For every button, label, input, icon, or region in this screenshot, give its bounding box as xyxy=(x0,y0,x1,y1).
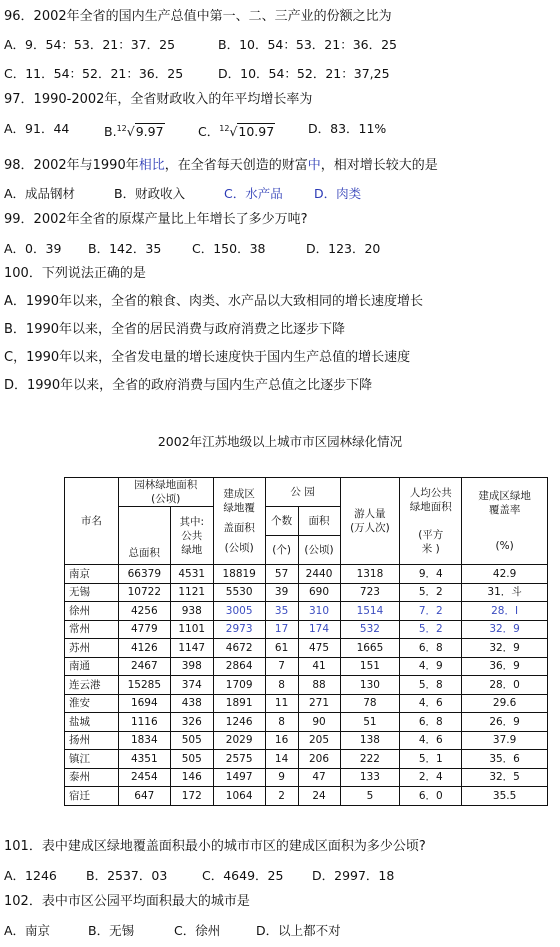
table-cell: 28．I xyxy=(462,602,548,621)
table-row xyxy=(65,639,548,658)
table-cell: 1064 xyxy=(213,787,265,806)
q96-options-row1 xyxy=(4,37,397,53)
table-cell: 138 xyxy=(340,731,400,750)
q96-option-c: C．11．54：52．21：36．25 xyxy=(4,66,184,81)
q101-option-c: C．4649．25 xyxy=(202,868,284,883)
table-cell-city: 镇江 xyxy=(65,750,119,769)
q97-option-c-radicand: 10.97 xyxy=(238,124,275,140)
table-cell: 18819 xyxy=(213,565,265,584)
header-builtup-line2: 绿地覆 xyxy=(223,502,255,514)
q97-options xyxy=(4,121,386,140)
table-row xyxy=(65,768,548,787)
table-cell: 61 xyxy=(265,639,298,658)
table-cell: 146 xyxy=(170,768,213,787)
table-cell: 2．4 xyxy=(400,768,462,787)
table-cell: 647 xyxy=(118,787,170,806)
q96-option-b: B．10．54：53．21：36．25 xyxy=(218,37,398,52)
table-cell: 1665 xyxy=(340,639,400,658)
table-row xyxy=(65,602,548,621)
q100-option-b: B．1990年以来，全省的居民消费与政府消费之比逐步下降 xyxy=(4,322,346,337)
table-cell: 938 xyxy=(170,602,213,621)
table-cell: 326 xyxy=(170,713,213,732)
table-cell: 6．8 xyxy=(400,713,462,732)
q99-option-a: A．0．39 xyxy=(4,241,62,256)
table-cell: 26．9 xyxy=(462,713,548,732)
table-cell: 5 xyxy=(340,787,400,806)
table-cell: 5530 xyxy=(213,583,265,602)
header-coverage xyxy=(462,478,548,565)
table-cell: 4126 xyxy=(118,639,170,658)
table-cell-city: 泰州 xyxy=(65,768,119,787)
table-cell: 35.5 xyxy=(462,787,548,806)
q102-text: 102．表中市区公园平均面积最大的城市是 xyxy=(4,894,250,909)
table-cell: 24 xyxy=(298,787,340,806)
table-cell: 4351 xyxy=(118,750,170,769)
table-cell: 47 xyxy=(298,768,340,787)
q98-text-part4: 中 xyxy=(307,158,321,173)
table-cell-city: 宿迁 xyxy=(65,787,119,806)
table-cell: 11 xyxy=(265,694,298,713)
table-cell: 3005 xyxy=(213,602,265,621)
table-row xyxy=(65,694,548,713)
header-percapita xyxy=(400,478,462,565)
table-cell: 6．8 xyxy=(400,639,462,658)
q101-text: 101．表中建成区绿地覆盖面积最小的城市市区的建成区面积为多少公顷? xyxy=(4,839,426,854)
table-cell: 205 xyxy=(298,731,340,750)
table-cell: 66379 xyxy=(118,565,170,584)
q98-options xyxy=(4,186,361,202)
header-public-line2: 公共 xyxy=(181,529,203,542)
table-cell-city: 南通 xyxy=(65,657,119,676)
header-visitors-line2: (万人次) xyxy=(350,522,390,534)
header-park: 公 园 xyxy=(265,478,340,507)
q99-text: 99．2002年全省的原煤产量比上年增长了多少万吨? xyxy=(4,212,308,227)
q101-option-d: D．2997．18 xyxy=(312,868,395,883)
header-public-line3: 绿地 xyxy=(181,543,203,556)
table-cell: 42.9 xyxy=(462,565,548,584)
table-cell: 4672 xyxy=(213,639,265,658)
table-cell: 2454 xyxy=(118,768,170,787)
q102-option-d: D．以上都不对 xyxy=(256,923,341,938)
table-cell: 1101 xyxy=(170,620,213,639)
table-cell-city: 连云港 xyxy=(65,676,119,695)
table-cell: 4．6 xyxy=(400,731,462,750)
q97-option-d: D．83．11% xyxy=(308,121,387,136)
table-cell-city: 苏州 xyxy=(65,639,119,658)
table-cell: 151 xyxy=(340,657,400,676)
header-coverage-line2: 覆盖率 xyxy=(488,504,521,516)
table-cell: 29.6 xyxy=(462,694,548,713)
table-cell: 310 xyxy=(298,602,340,621)
table-cell: 174 xyxy=(298,620,340,639)
header-count: 个数 xyxy=(265,507,298,536)
q99-option-b: B．142．35 xyxy=(88,241,162,256)
header-builtup xyxy=(213,478,265,565)
table-row xyxy=(65,750,548,769)
table-cell: 51 xyxy=(340,713,400,732)
table-cell: 1246 xyxy=(213,713,265,732)
table-cell: 17 xyxy=(265,620,298,639)
table-cell: 532 xyxy=(340,620,400,639)
table-cell: 5．1 xyxy=(400,750,462,769)
table-cell: 8 xyxy=(265,713,298,732)
header-green-area-label: 园林绿地面积 xyxy=(134,479,198,491)
table-cell: 1694 xyxy=(118,694,170,713)
header-percapita-unit: (平方 xyxy=(418,529,444,541)
q97-option-b-root-index: 12 xyxy=(116,124,127,133)
q97-option-a: A．91．44 xyxy=(4,121,70,136)
table-cell: 2864 xyxy=(213,657,265,676)
q98-option-b: B．财政收入 xyxy=(114,186,186,201)
header-count-unit: (个) xyxy=(265,536,298,565)
table-cell: 16 xyxy=(265,731,298,750)
q96-options-row2 xyxy=(4,66,390,82)
table-row xyxy=(65,565,548,584)
header-percapita-unit2: 米 ) xyxy=(421,543,440,555)
q96-option-d: D．10．54：52．21：37,25 xyxy=(218,66,390,81)
header-percapita-line2: 绿地面积 xyxy=(409,501,452,513)
table-row xyxy=(65,713,548,732)
table-cell: 1709 xyxy=(213,676,265,695)
table-cell: 133 xyxy=(340,768,400,787)
table-cell: 78 xyxy=(340,694,400,713)
q97-option-c-label: C． xyxy=(198,124,220,140)
table-cell: 5．8 xyxy=(400,676,462,695)
q97-text: 97．1990-2002年，全省财政收入的年平均增长率为 xyxy=(4,92,313,107)
q102-option-b: B．无锡 xyxy=(88,923,135,938)
table-cell: 28．0 xyxy=(462,676,548,695)
header-area-unit: (公顷) xyxy=(298,536,340,565)
table-cell: 723 xyxy=(340,583,400,602)
table-cell: 15285 xyxy=(118,676,170,695)
table-row xyxy=(65,676,548,695)
table-cell: 37.9 xyxy=(462,731,548,750)
table-cell-city: 常州 xyxy=(65,620,119,639)
header-area: 面积 xyxy=(298,507,340,536)
q98-text-part1: 98．2002年与1990年 xyxy=(4,158,139,173)
table-cell: 5．2 xyxy=(400,620,462,639)
header-builtup-line3: 盖面积 xyxy=(223,522,255,534)
table-cell: 206 xyxy=(298,750,340,769)
table-cell: 10722 xyxy=(118,583,170,602)
table-cell: 690 xyxy=(298,583,340,602)
table-cell: 398 xyxy=(170,657,213,676)
q97-option-b-label: B. xyxy=(104,124,117,140)
table-row xyxy=(65,583,548,602)
q98-text-part3: ，在全省每天创造的财富 xyxy=(164,158,308,173)
table-cell: 1497 xyxy=(213,768,265,787)
q102-option-c: C．徐州 xyxy=(174,923,221,938)
table-cell: 172 xyxy=(170,787,213,806)
table-cell: 505 xyxy=(170,731,213,750)
greening-table xyxy=(64,477,548,806)
q97-option-c: C．$^{12}$√10.97 xyxy=(198,124,275,140)
table-cell: 7．2 xyxy=(400,602,462,621)
table-cell-city: 无锡 xyxy=(65,583,119,602)
table-cell: 2029 xyxy=(213,731,265,750)
q99-options xyxy=(4,241,380,257)
header-green-area-unit: (公顷) xyxy=(151,493,181,505)
table-cell: 32．5 xyxy=(462,768,548,787)
table-cell: 374 xyxy=(170,676,213,695)
table-cell: 4531 xyxy=(170,565,213,584)
header-visitors xyxy=(340,478,400,565)
table-cell-city: 淮安 xyxy=(65,694,119,713)
q100-option-a: A．1990年以来，全省的粮食、肉类、水产品以大致相同的增长速度增长 xyxy=(4,294,423,309)
table-cell: 9．4 xyxy=(400,565,462,584)
table-cell: 8 xyxy=(265,676,298,695)
header-builtup-unit: (公顷) xyxy=(224,542,254,554)
table-cell: 6．0 xyxy=(400,787,462,806)
q96-text: 96．2002年全省的国内生产总值中第一、二、三产业的份额之比为 xyxy=(4,9,392,24)
q100-option-d: D．1990年以来，全省的政府消费与国内生产总值之比逐步下降 xyxy=(4,378,373,393)
q101-options xyxy=(4,868,394,884)
table-cell: 2440 xyxy=(298,565,340,584)
table-cell: 4．9 xyxy=(400,657,462,676)
q98-text-part5: ，相对增长较大的是 xyxy=(320,158,438,173)
table-cell: 2575 xyxy=(213,750,265,769)
table-cell: 5．2 xyxy=(400,583,462,602)
table-cell: 130 xyxy=(340,676,400,695)
table-cell: 7 xyxy=(265,657,298,676)
table-cell: 90 xyxy=(298,713,340,732)
q99-option-d: D．123．20 xyxy=(306,241,381,256)
table-cell: 1116 xyxy=(118,713,170,732)
table-body xyxy=(65,565,548,806)
table-cell: 1121 xyxy=(170,583,213,602)
q100-option-c: C，1990年以来，全省发电量的增长速度快于国内生产总值的增长速度 xyxy=(4,350,411,365)
q98-option-d: D．肉类 xyxy=(314,186,362,201)
table-cell: 4256 xyxy=(118,602,170,621)
table-cell: 41 xyxy=(298,657,340,676)
header-total: 总面积 xyxy=(118,507,170,565)
table-row xyxy=(65,787,548,806)
table-cell: 88 xyxy=(298,676,340,695)
table-cell: 35．6 xyxy=(462,750,548,769)
table-cell: 1891 xyxy=(213,694,265,713)
header-builtup-line1: 建成区 xyxy=(223,488,255,500)
table-cell: 438 xyxy=(170,694,213,713)
header-city: 市名 xyxy=(65,478,119,565)
table-cell: 32．9 xyxy=(462,620,548,639)
table-cell: 57 xyxy=(265,565,298,584)
table-cell: 9 xyxy=(265,768,298,787)
q97-option-c-root-index: 12 xyxy=(219,124,230,133)
q99-option-c: C．150．38 xyxy=(192,241,266,256)
q98-text xyxy=(4,158,438,174)
table-cell: 2973 xyxy=(213,620,265,639)
table-cell: 271 xyxy=(298,694,340,713)
q97-option-b-radicand: 9.97 xyxy=(135,124,164,140)
table-cell-city: 南京 xyxy=(65,565,119,584)
table-cell: 14 xyxy=(265,750,298,769)
table-cell: 32．9 xyxy=(462,639,548,658)
table-cell: 36．9 xyxy=(462,657,548,676)
table-cell: 2467 xyxy=(118,657,170,676)
table-row xyxy=(65,731,548,750)
q96-option-a: A．9．54：53．21：37．25 xyxy=(4,37,176,52)
header-coverage-line1: 建成区绿地 xyxy=(478,490,531,502)
table-row xyxy=(65,657,548,676)
q98-option-a: A．成品钢材 xyxy=(4,186,76,201)
table-cell-city: 徐州 xyxy=(65,602,119,621)
q97-option-b: B.$^{12}$√9.97 xyxy=(104,124,164,140)
header-public xyxy=(170,507,213,565)
table-cell: 505 xyxy=(170,750,213,769)
table-row xyxy=(65,620,548,639)
header-coverage-unit: (%) xyxy=(495,540,514,552)
table-cell: 1514 xyxy=(340,602,400,621)
q102-option-a: A．南京 xyxy=(4,923,51,938)
table-cell: 2 xyxy=(265,787,298,806)
table-cell: 1147 xyxy=(170,639,213,658)
table-cell: 222 xyxy=(340,750,400,769)
table-cell: 475 xyxy=(298,639,340,658)
table-cell-city: 扬州 xyxy=(65,731,119,750)
table-cell: 4779 xyxy=(118,620,170,639)
table-cell: 39 xyxy=(265,583,298,602)
q101-option-a: A．1246 xyxy=(4,868,57,883)
q98-text-part2: 相比 xyxy=(138,158,165,173)
table-cell-city: 盐城 xyxy=(65,713,119,732)
table-cell: 4．6 xyxy=(400,694,462,713)
table-cell: 35 xyxy=(265,602,298,621)
table-cell: 1318 xyxy=(340,565,400,584)
q98-option-c: C．水产品 xyxy=(224,186,283,201)
table-title: 2002年江苏地级以上城市市区园林绿化情况 xyxy=(157,434,403,449)
header-public-line1: 其中: xyxy=(179,515,204,528)
q102-options xyxy=(4,923,341,939)
table-cell: 31．斗 xyxy=(462,583,548,602)
q101-option-b: B．2537．03 xyxy=(86,868,168,883)
header-percapita-line1: 人均公共 xyxy=(409,487,452,499)
header-green-area xyxy=(118,478,213,507)
q100-text: 100．下列说法正确的是 xyxy=(4,266,146,281)
header-visitors-line1: 游人量 xyxy=(354,508,386,520)
table-cell: 1834 xyxy=(118,731,170,750)
